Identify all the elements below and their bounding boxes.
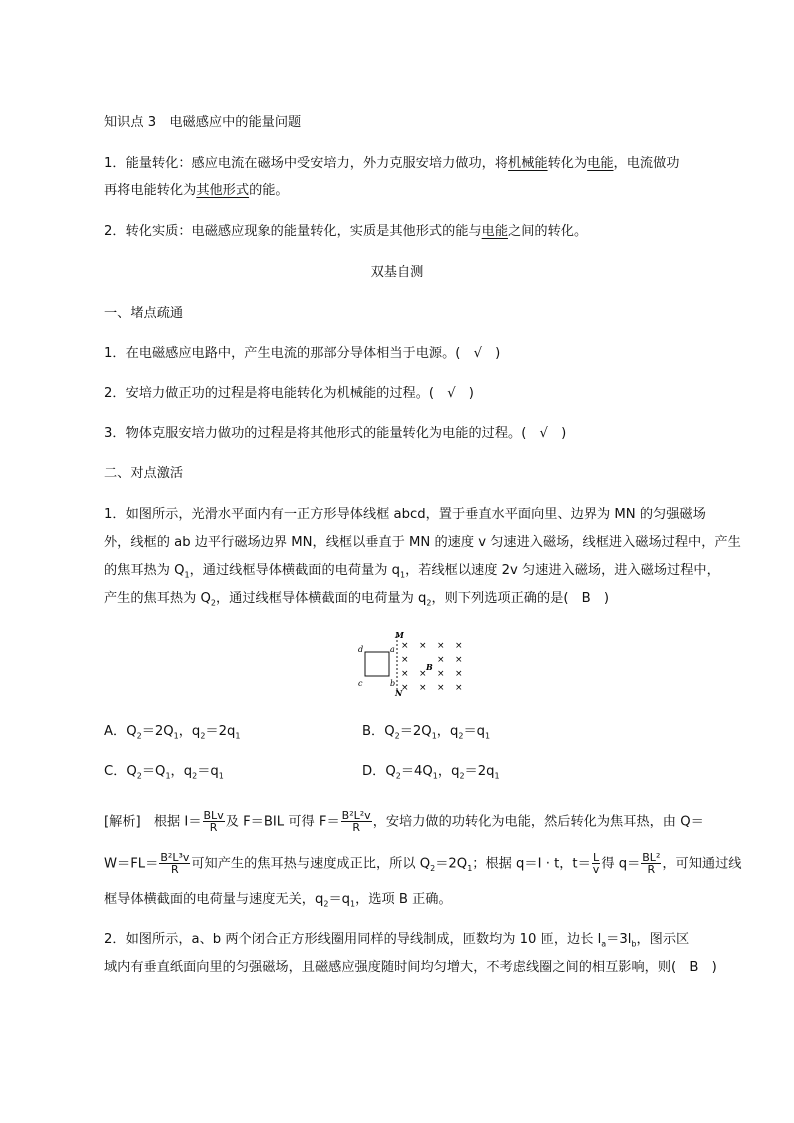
option-d: D．$Q_2=4Q_1$，$q_2=2q_1$	[362, 764, 500, 781]
field-cross-mark: ×	[419, 683, 427, 693]
field-cross-mark: ×	[419, 641, 427, 651]
paragraph-energy-conversion: 1．能量转化：感应电流在磁场中受安培力，外力克服安培力做功，将机械能转化为电能，电流做功	[104, 156, 680, 171]
analysis-line1: [解析] 根据 I＝ $\frac{\text{BLv}}{R}$ 及 F＝BIL 可得 F＝ $\frac{\text{B²L²v}}{R}$ ，安培力做的功转化为电能，然后转化为焦耳热，由 Q＝	[104, 809, 704, 834]
fraction: $\frac{\text{B²L²v}}{R}$	[341, 809, 371, 834]
problem2-line1: 2．如图所示，a、b 两个闭合正方形线圈用同样的导线制成，匝数均为 10 匝，边长 $l_a=3l_b$，图示区	[104, 932, 690, 949]
analysis-tag: [解析]	[104, 814, 141, 830]
label-n: N	[395, 688, 403, 698]
field-cross-mark: ×	[401, 683, 409, 693]
fraction: $\frac{L}{v}$	[592, 851, 600, 876]
field-cross-mark: ×	[401, 641, 409, 651]
label-m: M	[395, 630, 404, 640]
square-coil	[365, 652, 389, 676]
option-c: C．$Q_2=Q_1$，$q_2=q_1$	[104, 764, 224, 781]
label-a: a	[390, 645, 395, 654]
fraction: $\frac{\text{BL²}}{R}$	[642, 851, 661, 876]
analysis-line2: W＝FL＝ $\frac{\text{B²L³v}}{R}$ 可知产生的焦耳热与速度成正比，所以 $Q_2=2Q_1$；根据 q＝I · t，t＝ $\frac{L}{v}$ 得 q＝ $\frac{\text{BL²}}{R}$ ，可知通过线	[104, 851, 742, 876]
field-cross-mark: ×	[455, 655, 463, 665]
fraction: $\frac{\text{B²L³v}}{R}$	[160, 851, 190, 876]
problem1-line3: 的焦耳热为 $Q_1$，通过线框导体横截面的电荷量为 $q_1$，若线框以速度 2v 匀速进入磁场，进入磁场过程中，	[104, 563, 720, 580]
field-cross-mark: ×	[419, 669, 427, 679]
part1-heading: 一、堵点疏通	[104, 306, 184, 321]
field-cross-mark: ×	[437, 683, 445, 693]
answer-underline: 机械能	[508, 156, 548, 171]
section-title: 知识点 3 电磁感应中的能量问题	[104, 115, 302, 130]
problem2-line2: 域内有垂直纸面向里的匀强磁场，且磁感应强度随时间均匀增大，不考虑线圈之间的相互影响，则( B )	[104, 960, 717, 975]
selftest-title: 双基自测	[370, 265, 424, 280]
field-cross-mark: ×	[437, 669, 445, 679]
label-b: b	[390, 679, 396, 688]
field-cross-mark: ×	[455, 683, 463, 693]
judge-item-2: 2．安培力做正功的过程是将电能转化为机械能的过程。( √ )	[104, 386, 474, 401]
answer-underline: 其他形式	[196, 183, 250, 198]
paragraph-conversion-essence: 2．转化实质：电磁感应现象的能量转化，实质是其他形式的能与电能之间的转化。	[104, 224, 588, 239]
judge-item-1: 1．在电磁感应电路中，产生电流的那部分导体相当于电源。( √ )	[104, 346, 501, 361]
answer-underline: 电能	[587, 156, 614, 171]
label-field-b: B	[426, 662, 433, 672]
option-b: B．$Q_2=2Q_1$，$q_2=q_1$	[362, 724, 491, 741]
judge-item-3: 3．物体克服安培力做功的过程是将其他形式的能量转化为电能的过程。( √ )	[104, 426, 567, 441]
problem1-line1: 1．如图所示，光滑水平面内有一正方形导体线框 abcd，置于垂直水平面向里、边界为 MN 的匀强磁场	[104, 507, 706, 522]
problem1-line4: 产生的焦耳热为 $Q_2$，通过线框导体横截面的电荷量为 $q_2$，则下列选项正确的是( B )	[104, 591, 610, 608]
problem1-line2: 外，线框的 ab 边平行磁场边界 MN，线框以垂直于 MN 的速度 v 匀速进入磁场，线框进入磁场过程中，产生	[104, 535, 741, 550]
field-cross-mark: ×	[437, 655, 445, 665]
label-d: d	[358, 645, 364, 654]
field-cross-mark: ×	[401, 655, 409, 665]
label-c: c	[358, 679, 363, 688]
analysis-line3: 框导体横截面的电荷量与速度无关，$q_2=q_1$，选项 B 正确。	[104, 892, 452, 909]
field-cross-mark: ×	[455, 641, 463, 651]
field-cross-mark: ×	[455, 669, 463, 679]
magnetic-field-figure	[355, 628, 475, 700]
paragraph-energy-conversion-cont: 再将电能转化为其他形式的能。	[104, 183, 289, 198]
fraction: $\frac{\text{BLv}}{R}$	[203, 809, 224, 834]
field-cross-mark: ×	[437, 641, 445, 651]
option-a: A．$Q_2=2Q_1$，$q_2=2q_1$	[104, 724, 241, 741]
field-cross-mark: ×	[401, 669, 409, 679]
answer-underline: 电能	[481, 224, 509, 239]
part2-heading: 二、对点激活	[104, 466, 184, 481]
